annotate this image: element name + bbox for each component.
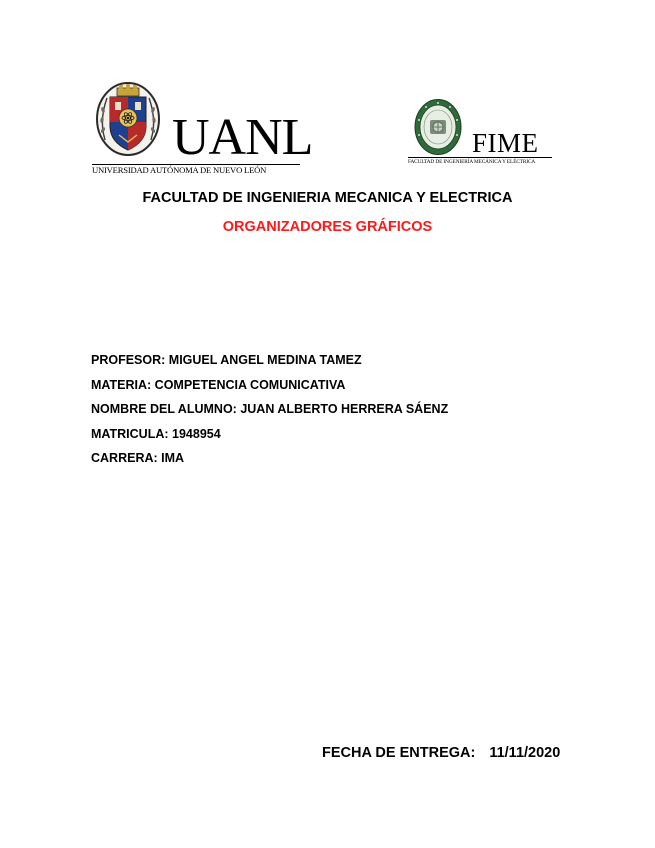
student-info-list: [91, 352, 448, 475]
info-label: MATRICULA:: [91, 426, 169, 441]
due-date: [322, 744, 560, 762]
uanl-seal-icon: [95, 80, 161, 158]
fime-divider: [408, 157, 552, 158]
document-title: ORGANIZADORES GRÁFICOS: [222, 219, 433, 235]
info-label: PROFESOR:: [91, 353, 166, 367]
uanl-logo: [92, 80, 313, 176]
info-label: NOMBRE DEL ALUMNO:: [91, 402, 237, 417]
fime-seal-icon: [414, 98, 462, 156]
info-line-materia: [91, 377, 448, 402]
faculty-heading: FACULTAD DE INGENIERIA MECANICA Y ELECTRICA: [142, 190, 513, 206]
info-value: 1948954: [172, 426, 221, 441]
fime-caption: FACULTAD DE INGENIERÍA MECÁNICA Y ELÉCTRICA: [408, 159, 536, 165]
info-line-matricula: [91, 426, 448, 451]
info-value: COMPETENCIA COMUNICATIVA: [154, 377, 346, 392]
info-value: JUAN ALBERTO HERRERA SÁENZ: [240, 402, 449, 417]
due-date-value: 11/11/2020: [489, 745, 561, 761]
fime-wordmark: FIME: [472, 128, 539, 158]
info-line-carrera: [91, 450, 448, 475]
uanl-wordmark: UANL: [172, 109, 313, 166]
info-line-profesor: [91, 352, 448, 377]
info-value: IMA: [161, 451, 185, 466]
due-date-label: FECHA DE ENTREGA:: [322, 745, 476, 761]
info-value: MIGUEL ANGEL MEDINA TAMEZ: [168, 353, 362, 367]
fime-logo: [408, 98, 554, 174]
info-label: CARRERA:: [91, 451, 158, 466]
info-label: MATERIA:: [91, 377, 152, 392]
info-line-alumno: [91, 401, 448, 426]
uanl-caption: UNIVERSIDAD AUTÓNOMA DE NUEVO LEÓN: [92, 165, 267, 175]
